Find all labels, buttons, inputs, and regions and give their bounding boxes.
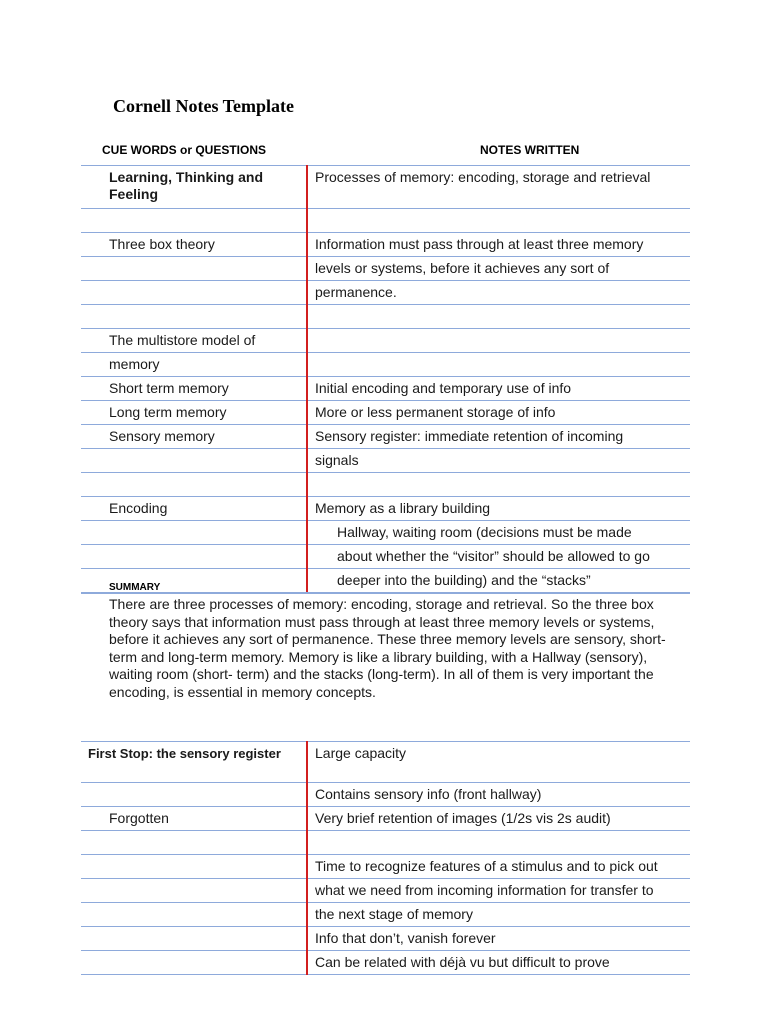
table-row <box>81 425 690 449</box>
cue-cell: Three box theory <box>81 233 307 257</box>
note-cell: permanence. <box>307 281 690 305</box>
notes-table-section-2 <box>81 741 690 975</box>
cue-cell <box>81 521 307 545</box>
table-row <box>81 521 690 545</box>
table-row <box>81 831 690 855</box>
cue-cell <box>81 473 307 497</box>
cue-cell: The multistore model of <box>81 329 307 353</box>
note-cell: deeper into the building) and the “stacks” <box>307 569 690 594</box>
note-cell <box>307 831 690 855</box>
note-cell: levels or systems, before it achieves any sort of <box>307 257 690 281</box>
cue-cell <box>81 783 307 807</box>
table-row <box>81 497 690 521</box>
table-row <box>81 401 690 425</box>
table-row <box>81 329 690 353</box>
note-cell: Sensory register: immediate retention of incoming <box>307 425 690 449</box>
notes-column-header: NOTES WRITTEN <box>480 143 580 157</box>
summary-label: SUMMARY <box>109 582 161 593</box>
note-cell: the next stage of memory <box>307 903 690 927</box>
table-row <box>81 353 690 377</box>
note-cell: Initial encoding and temporary use of info <box>307 377 690 401</box>
table-row <box>81 927 690 951</box>
cue-cell: Forgotten <box>81 807 307 831</box>
cue-cell <box>81 927 307 951</box>
table-row <box>81 951 690 975</box>
note-cell: Large capacity <box>307 742 690 783</box>
note-cell <box>307 353 690 377</box>
table-row <box>81 166 690 209</box>
cue-cell: Long term memory <box>81 401 307 425</box>
note-cell: Processes of memory: encoding, storage and retrieval <box>307 166 690 209</box>
cue-cell: memory <box>81 353 307 377</box>
note-cell <box>307 329 690 353</box>
table-row <box>81 209 690 233</box>
table-row <box>81 233 690 257</box>
cue-cell: Learning, Thinking and Feeling <box>81 166 307 209</box>
table-row <box>81 473 690 497</box>
cue-cell <box>81 449 307 473</box>
notes-table-section-1 <box>81 165 690 594</box>
note-cell: Time to recognize features of a stimulus and to pick out <box>307 855 690 879</box>
note-cell: what we need from incoming information for transfer to <box>307 879 690 903</box>
note-cell: Contains sensory info (front hallway) <box>307 783 690 807</box>
cue-cell <box>81 879 307 903</box>
cue-cell: First Stop: the sensory register <box>81 742 307 783</box>
table-row <box>81 305 690 329</box>
table-row <box>81 742 690 783</box>
table-row <box>81 377 690 401</box>
note-cell: Hallway, waiting room (decisions must be made <box>307 521 690 545</box>
table-row <box>81 903 690 927</box>
cue-cell <box>81 951 307 975</box>
note-cell <box>307 209 690 233</box>
table-row <box>81 807 690 831</box>
note-cell: Very brief retention of images (1/2s vis 2s audit) <box>307 807 690 831</box>
note-cell: about whether the “visitor” should be allowed to go <box>307 545 690 569</box>
note-cell <box>307 305 690 329</box>
table-row <box>81 449 690 473</box>
cue-cell <box>81 305 307 329</box>
table-row <box>81 879 690 903</box>
cue-cell: Short term memory <box>81 377 307 401</box>
note-cell: Memory as a library building <box>307 497 690 521</box>
table-row <box>81 257 690 281</box>
table-row <box>81 545 690 569</box>
cue-cell: Sensory memory <box>81 425 307 449</box>
cue-column-header: CUE WORDS or QUESTIONS <box>102 143 267 157</box>
note-cell: Info that don’t, vanish forever <box>307 927 690 951</box>
summary-text: There are three processes of memory: encoding, storage and retrieval. So the three box theory says that information must pass through at least three memory levels or systems, before it achieves any sort of permanence. These three memory levels are sensory, short-term and long-term memory. Memory is like a library building, with a Hallway (sensory), waiting room (short- term) and the stacks (long-term). In all of them is very important the encoding, is essential in memory concepts. <box>109 596 666 700</box>
cue-cell <box>81 209 307 233</box>
cue-cell <box>81 281 307 305</box>
note-cell: More or less permanent storage of info <box>307 401 690 425</box>
cue-cell <box>81 545 307 569</box>
table-row <box>81 783 690 807</box>
cue-cell: Encoding <box>81 497 307 521</box>
note-cell <box>307 473 690 497</box>
note-cell: signals <box>307 449 690 473</box>
cue-cell <box>81 257 307 281</box>
note-cell: Can be related with déjà vu but difficult to prove <box>307 951 690 975</box>
table-row <box>81 855 690 879</box>
cue-cell <box>81 903 307 927</box>
cue-cell <box>81 831 307 855</box>
cue-cell <box>81 855 307 879</box>
note-cell: Information must pass through at least three memory <box>307 233 690 257</box>
table-row <box>81 569 690 594</box>
page-title: Cornell Notes Template <box>113 96 294 116</box>
table-row <box>81 281 690 305</box>
